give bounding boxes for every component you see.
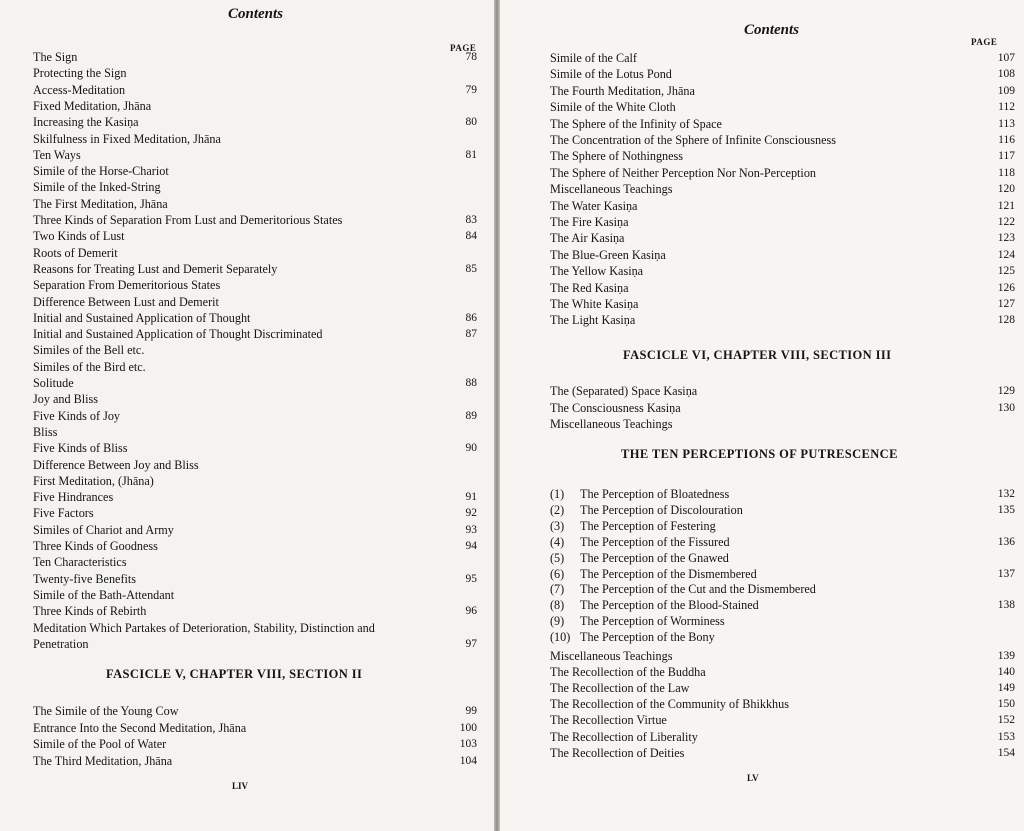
toc-entry bbox=[33, 212, 477, 228]
toc-entry-title: The Consciousness Kasiṇa bbox=[550, 400, 681, 415]
toc-entry bbox=[550, 296, 1015, 312]
toc-entry bbox=[550, 696, 1015, 712]
toc-entry-page-number: 94 bbox=[465, 540, 477, 552]
toc-entry-number: (7) bbox=[550, 582, 565, 597]
toc-entry-page-number: 86 bbox=[465, 311, 477, 324]
toc-entry-title: The (Separated) Space Kasiṇa bbox=[550, 384, 698, 398]
toc-entry-number: (6) bbox=[550, 566, 565, 581]
toc-entry bbox=[550, 566, 1015, 582]
toc-entry-title: Three Kinds of Goodness bbox=[33, 539, 158, 553]
toc-entry-title: The Water Kasiṇa bbox=[550, 198, 638, 213]
toc-entry-title: Fixed Meditation, Jhāna bbox=[33, 98, 152, 113]
toc-entry-page-number: 121 bbox=[997, 199, 1015, 212]
toc-entry-title: Access-Meditation bbox=[33, 82, 126, 97]
toc-entry bbox=[33, 603, 477, 619]
toc-entry bbox=[550, 50, 1015, 66]
toc-entry-title: First Meditation, (Jhāna) bbox=[33, 473, 154, 488]
toc-entry-title: Solitude bbox=[33, 376, 74, 390]
toc-entry-title: The White Kasiṇa bbox=[550, 297, 639, 311]
toc-entry-title: The Light Kasiṇa bbox=[550, 313, 636, 328]
toc-entry bbox=[550, 613, 1015, 629]
toc-entry bbox=[550, 132, 1015, 148]
toc-entry-page-number: 113 bbox=[998, 117, 1015, 130]
toc-entry bbox=[33, 522, 477, 538]
toc-entry-page-number: 99 bbox=[465, 705, 477, 717]
toc-entry-page-number: 78 bbox=[465, 51, 477, 63]
toc-entry bbox=[550, 502, 1015, 518]
toc-entry-title: Twenty-five Benefits bbox=[33, 571, 137, 586]
toc-entry bbox=[550, 247, 1015, 263]
toc-entry-title: Difference Between Lust and Demerit bbox=[33, 294, 219, 309]
toc-entry-number: (1) bbox=[550, 487, 565, 501]
toc-entry bbox=[33, 424, 477, 440]
right-page bbox=[500, 0, 1024, 831]
toc-entry bbox=[33, 359, 477, 375]
toc-entry bbox=[33, 114, 477, 130]
toc-entry-title: The First Meditation, Jhāna bbox=[33, 196, 168, 211]
toc-entry-title: Three Kinds of Rebirth bbox=[33, 604, 147, 619]
toc-entry bbox=[550, 712, 1015, 728]
toc-entry bbox=[550, 550, 1015, 566]
toc-entry-page-number: 116 bbox=[998, 134, 1015, 146]
toc-entry-title: Joy and Bliss bbox=[33, 392, 99, 407]
toc-entry-page-number: 90 bbox=[465, 442, 477, 455]
toc-entry-number: (10) bbox=[550, 630, 571, 645]
toc-entry bbox=[550, 99, 1015, 115]
toc-entry bbox=[550, 597, 1015, 613]
toc-entry bbox=[33, 98, 477, 114]
toc-entry bbox=[550, 581, 1015, 597]
toc-entry-title: Roots of Demerit bbox=[33, 245, 118, 260]
toc-entry-title: Similes of the Bird etc. bbox=[33, 359, 146, 374]
toc-entry-title: The Red Kasiṇa bbox=[550, 280, 629, 295]
toc-entry-title: The Recollection of the Buddha bbox=[550, 665, 706, 680]
toc-entry bbox=[33, 228, 477, 244]
toc-entry-number: (4) bbox=[550, 534, 565, 549]
toc-entry-page-number: 132 bbox=[997, 488, 1015, 500]
toc-entry-page-number: 128 bbox=[997, 314, 1015, 327]
toc-entry-title: The Blue-Green Kasiṇa bbox=[550, 247, 666, 262]
toc-entry bbox=[33, 440, 477, 456]
toc-entry bbox=[33, 538, 477, 554]
toc-entry-title: Two Kinds of Lust bbox=[33, 229, 125, 244]
page-column-label: PAGE bbox=[971, 37, 998, 47]
toc-entry-number: (3) bbox=[550, 518, 565, 533]
toc-entry-page-number: 80 bbox=[465, 116, 477, 129]
left-page bbox=[0, 0, 494, 831]
toc-entry-title: Meditation Which Partakes of Deterioration, Stability, Distinction and bbox=[33, 620, 375, 635]
toc-entry-title: Five Factors bbox=[33, 506, 94, 521]
toc-entry-page-number: 88 bbox=[465, 377, 477, 389]
toc-entry-title: Five Kinds of Joy bbox=[33, 408, 121, 423]
toc-entry-page-number: 118 bbox=[998, 166, 1015, 179]
toc-entry bbox=[33, 505, 477, 521]
toc-entry-title: The Sign bbox=[33, 50, 78, 64]
toc-entry-title: Similes of Chariot and Army bbox=[33, 522, 174, 537]
toc-entry bbox=[550, 312, 1015, 328]
toc-entry-title: The Recollection of the Law bbox=[550, 681, 690, 696]
toc-entry bbox=[33, 703, 477, 719]
toc-entry bbox=[550, 280, 1015, 296]
toc-entry-page-number: 140 bbox=[997, 666, 1015, 679]
toc-entry-page-number: 117 bbox=[998, 150, 1015, 163]
toc-entry bbox=[33, 587, 477, 603]
toc-entry-title: The Air Kasiṇa bbox=[550, 231, 625, 246]
toc-entry bbox=[33, 82, 477, 98]
section-heading: FASCICLE V, CHAPTER VIII, SECTION II bbox=[106, 667, 363, 681]
toc-entry-page-number: 97 bbox=[465, 637, 477, 650]
toc-entry-title: The Perception of the Bony bbox=[580, 630, 715, 645]
toc-entry-title: Five Hindrances bbox=[33, 490, 114, 505]
toc-entry-page-number: 124 bbox=[997, 248, 1015, 261]
toc-entry bbox=[550, 745, 1015, 761]
toc-entry bbox=[550, 416, 1015, 432]
toc-entry-title: The Fire Kasiṇa bbox=[550, 215, 629, 229]
toc-entry-number: (2) bbox=[550, 502, 565, 517]
toc-entry bbox=[550, 116, 1015, 132]
toc-entry-title: The Perception of the Fissured bbox=[580, 534, 730, 549]
section-heading: FASCICLE VI, CHAPTER VIII, SECTION III bbox=[623, 348, 892, 362]
toc-entry-title: Five Kinds of Bliss bbox=[33, 441, 128, 456]
toc-entry-title: Similes of the Bell etc. bbox=[33, 343, 145, 358]
toc-entry-title: The Sphere of the Infinity of Space bbox=[550, 116, 722, 131]
toc-entry bbox=[550, 181, 1015, 197]
toc-entry bbox=[33, 294, 477, 310]
toc-entry-title: Simile of the Pool of Water bbox=[33, 737, 167, 751]
toc-entry bbox=[550, 230, 1015, 246]
toc-entry-title: Entrance Into the Second Meditation, Jhāna bbox=[33, 720, 247, 735]
toc-entry-title: The Recollection of the Community of Bhikkhus bbox=[550, 697, 789, 712]
toc-entry bbox=[33, 131, 477, 147]
toc-entry bbox=[33, 179, 477, 195]
page-title: Contents bbox=[228, 6, 284, 22]
toc-entry bbox=[33, 310, 477, 326]
toc-entry-page-number: 127 bbox=[997, 298, 1015, 310]
toc-entry-page-number: 79 bbox=[465, 83, 477, 96]
toc-entry-title: The Perception of the Blood-Stained bbox=[580, 598, 759, 613]
toc-entry-title: The Perception of Discolouration bbox=[580, 502, 743, 517]
toc-entry-number: (9) bbox=[550, 614, 565, 629]
toc-entry-page-number: 89 bbox=[465, 409, 477, 422]
toc-entry-page-number: 84 bbox=[465, 230, 477, 243]
toc-entry-page-number: 123 bbox=[997, 232, 1015, 245]
toc-entry-page-number: 95 bbox=[465, 572, 477, 585]
toc-entry-page-number: 107 bbox=[997, 52, 1015, 64]
toc-entry bbox=[550, 664, 1015, 680]
toc-entry bbox=[550, 486, 1015, 502]
toc-entry bbox=[33, 753, 477, 769]
toc-entry-title: Simile of the Calf bbox=[550, 51, 637, 65]
toc-entry-title: The Perception of the Cut and the Dismembered bbox=[580, 582, 816, 597]
toc-entry bbox=[33, 277, 477, 293]
toc-entry-title: The Perception of Worminess bbox=[580, 614, 725, 629]
toc-entry bbox=[33, 408, 477, 424]
toc-entry-page-number: 137 bbox=[997, 567, 1015, 580]
toc-entry bbox=[33, 473, 477, 489]
toc-entry-page-number: 125 bbox=[997, 265, 1015, 278]
toc-entry bbox=[33, 49, 477, 65]
toc-entry bbox=[33, 720, 477, 736]
toc-entry-title: The Third Meditation, Jhāna bbox=[33, 753, 173, 768]
toc-entry bbox=[33, 457, 477, 473]
toc-entry-title: The Fourth Meditation, Jhāna bbox=[550, 83, 695, 98]
toc-entry-page-number: 83 bbox=[465, 214, 477, 226]
toc-entry-title: Miscellaneous Teachings bbox=[550, 182, 673, 197]
toc-entry-page-number: 154 bbox=[997, 746, 1015, 759]
toc-entry-page-number: 87 bbox=[465, 328, 477, 341]
toc-entry-title: The Perception of Bloatedness bbox=[580, 487, 730, 501]
page-footer: LV bbox=[747, 773, 759, 783]
toc-entry bbox=[550, 729, 1015, 745]
toc-entry bbox=[33, 342, 477, 358]
toc-entry-number: (5) bbox=[550, 550, 565, 565]
toc-entry-title: Miscellaneous Teachings bbox=[550, 649, 673, 663]
toc-entry bbox=[550, 148, 1015, 164]
toc-entry-page-number: 152 bbox=[997, 714, 1015, 727]
toc-entry-title: Skilfulness in Fixed Meditation, Jhāna bbox=[33, 131, 221, 146]
toc-entry-page-number: 93 bbox=[465, 523, 477, 536]
page-footer: LIV bbox=[232, 781, 249, 791]
toc-entry-page-number: 130 bbox=[997, 401, 1015, 414]
toc-entry bbox=[33, 326, 477, 342]
toc-entry-title: Miscellaneous Teachings bbox=[550, 417, 673, 431]
toc-entry-page-number: 96 bbox=[465, 605, 477, 618]
toc-entry-page-number: 129 bbox=[997, 385, 1015, 397]
toc-entry bbox=[33, 147, 477, 163]
toc-entry bbox=[550, 263, 1015, 279]
toc-entry-title: Simile of the Inked-String bbox=[33, 180, 161, 195]
toc-entry-title: Ten Characteristics bbox=[33, 555, 127, 570]
toc-entry bbox=[33, 196, 477, 212]
toc-entry bbox=[550, 680, 1015, 696]
toc-entry-title: Penetration bbox=[33, 636, 89, 651]
toc-entry-page-number: 100 bbox=[459, 721, 477, 734]
toc-entry-title: The Recollection Virtue bbox=[550, 713, 667, 728]
toc-entry-title: Increasing the Kasiṇa bbox=[33, 115, 139, 130]
toc-entry-page-number: 120 bbox=[997, 183, 1015, 196]
toc-entry-page-number: 150 bbox=[997, 698, 1015, 711]
toc-entry bbox=[550, 518, 1015, 534]
toc-entry bbox=[33, 571, 477, 587]
toc-entry-page-number: 135 bbox=[997, 503, 1015, 516]
toc-entry-title: Simile of the White Cloth bbox=[550, 100, 676, 115]
toc-entry-title: Initial and Sustained Application of Thought Discriminated bbox=[33, 327, 323, 342]
toc-entry-title: The Recollection of Liberality bbox=[550, 729, 698, 744]
toc-entry bbox=[550, 83, 1015, 99]
toc-entry-page-number: 126 bbox=[997, 281, 1015, 294]
toc-entry bbox=[550, 534, 1015, 550]
toc-entry bbox=[33, 65, 477, 81]
toc-entry-title: Initial and Sustained Application of Thought bbox=[33, 310, 251, 325]
toc-entry bbox=[33, 163, 477, 179]
page-column-label: PAGE bbox=[450, 43, 477, 53]
toc-entry bbox=[550, 400, 1015, 416]
page-title: Contents bbox=[744, 22, 800, 38]
toc-entry-title: Three Kinds of Separation From Lust and Demeritorious States bbox=[33, 213, 343, 227]
section-heading-putrescence: THE TEN PERCEPTIONS OF PUTRESCENCE bbox=[621, 447, 898, 461]
toc-entry-title: Ten Ways bbox=[33, 147, 81, 162]
toc-entry bbox=[33, 554, 477, 570]
toc-entry-title: Simile of the Lotus Pond bbox=[550, 67, 672, 82]
toc-entry-page-number: 153 bbox=[997, 730, 1015, 743]
toc-entry bbox=[33, 620, 477, 636]
toc-entry bbox=[33, 391, 477, 407]
toc-entry-title: The Perception of Festering bbox=[580, 518, 716, 533]
toc-entry-title: The Sphere of Nothingness bbox=[550, 149, 684, 164]
toc-entry bbox=[33, 245, 477, 261]
toc-entry-title: The Concentration of the Sphere of Infinite Consciousness bbox=[550, 133, 837, 147]
toc-entry bbox=[33, 261, 477, 277]
toc-entry-title: Difference Between Joy and Bliss bbox=[33, 457, 199, 472]
toc-entry-title: The Simile of the Young Cow bbox=[33, 704, 179, 718]
toc-entry bbox=[33, 736, 477, 752]
toc-entry-title: The Perception of the Dismembered bbox=[580, 566, 757, 581]
toc-entry-page-number: 138 bbox=[997, 599, 1015, 612]
toc-entry-page-number: 136 bbox=[997, 535, 1015, 548]
toc-entry-page-number: 104 bbox=[459, 754, 477, 767]
toc-entry bbox=[550, 629, 1015, 645]
toc-entry-title: Simile of the Bath-Attendant bbox=[33, 587, 175, 602]
toc-entry-page-number: 149 bbox=[997, 682, 1015, 695]
toc-entry-number: (8) bbox=[550, 598, 565, 613]
toc-entry bbox=[550, 648, 1015, 664]
toc-entry-title: Reasons for Treating Lust and Demerit Separately bbox=[33, 261, 278, 276]
toc-entry bbox=[33, 375, 477, 391]
toc-entry-title: Simile of the Horse-Chariot bbox=[33, 164, 169, 179]
toc-entry bbox=[33, 489, 477, 505]
toc-entry-title: The Yellow Kasiṇa bbox=[550, 264, 644, 279]
toc-entry-title: Separation From Demeritorious States bbox=[33, 278, 221, 293]
toc-entry-page-number: 85 bbox=[465, 262, 477, 275]
toc-entry-title: The Perception of the Gnawed bbox=[580, 550, 729, 565]
toc-entry-page-number: 81 bbox=[465, 148, 477, 161]
toc-entry bbox=[550, 66, 1015, 82]
toc-entry-title: Protecting the Sign bbox=[33, 66, 127, 81]
toc-entry bbox=[550, 214, 1015, 230]
toc-entry-title: The Sphere of Neither Perception Nor Non-Perception bbox=[550, 165, 817, 180]
toc-entry-page-number: 92 bbox=[465, 507, 477, 520]
toc-entry bbox=[550, 198, 1015, 214]
toc-entry-title: Bliss bbox=[33, 424, 58, 439]
toc-entry bbox=[33, 636, 477, 652]
toc-entry bbox=[550, 383, 1015, 399]
toc-entry-page-number: 112 bbox=[998, 101, 1015, 114]
toc-entry-page-number: 108 bbox=[997, 68, 1015, 81]
toc-entry bbox=[550, 165, 1015, 181]
toc-entry-title: The Recollection of Deities bbox=[550, 745, 685, 760]
toc-entry-page-number: 139 bbox=[997, 650, 1015, 662]
toc-entry-page-number: 122 bbox=[997, 216, 1015, 228]
toc-entry-page-number: 103 bbox=[459, 738, 477, 750]
toc-entry-page-number: 109 bbox=[997, 84, 1015, 97]
toc-entry-page-number: 91 bbox=[465, 491, 477, 504]
